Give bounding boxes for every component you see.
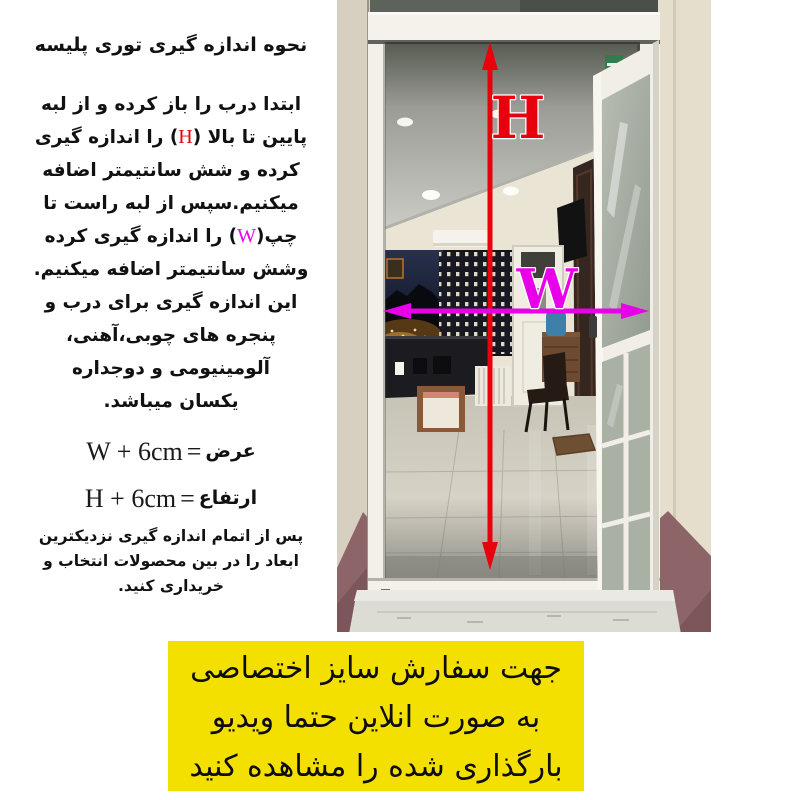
formula-width-expression: W + 6cm	[86, 436, 183, 466]
instructions-line: یکسان میباشد.	[103, 391, 239, 412]
instructions-line: پنجره های چوبی،آهنی،	[66, 325, 276, 346]
transom-reflection	[370, 0, 520, 14]
mug	[395, 362, 404, 375]
formula-width-label: عرض	[205, 439, 256, 462]
instructions-line-h	[12, 121, 330, 154]
note-line: ابعاد را در بین محصولات انتخاب و	[43, 552, 299, 570]
w-label: W	[516, 257, 578, 321]
purchase-note	[12, 524, 330, 599]
h-symbol-inline: H	[178, 126, 193, 148]
instructions-title: نحوه اندازه گیری توری پلیسه	[34, 34, 308, 56]
banner-line: جهت سفارش سایز اختصاصی	[190, 651, 562, 686]
instructions-line: ابتدا درب را باز کرده و از لبه	[40, 94, 302, 115]
radiator	[475, 366, 511, 406]
open-door-leaf	[589, 40, 659, 622]
instructions-line: آلومینیومی و دوجداره	[71, 358, 271, 379]
instructions-paragraph	[12, 88, 330, 418]
instructions-line: این اندازه گیری برای درب و	[44, 292, 298, 313]
equals-sign: =	[186, 436, 202, 466]
banner-line: بارگذاری شده را مشاهده کنید	[189, 749, 563, 784]
banner-line: به صورت انلاین حتما ویدیو	[211, 700, 541, 735]
line2-post: ) را اندازه گیری	[34, 127, 179, 148]
note-line: خریداری کنید.	[118, 577, 224, 595]
formula-height-label: ارتفاع	[198, 486, 258, 509]
line5-pre: چپ(	[256, 226, 298, 247]
formula-width	[12, 428, 330, 475]
equals-sign: =	[180, 483, 195, 513]
instructions-line: وشش سانتیمتر اضافه میکنیم.	[33, 259, 309, 280]
note-line: پس از اتمام اندازه گیری نزدیکترین	[38, 527, 304, 545]
w-symbol-inline: W	[237, 225, 257, 247]
instructions-line: میکنیم.سپس از لبه راست تا	[43, 193, 299, 214]
line2-pre: پایین تا بالا (	[192, 127, 308, 148]
door-handle	[589, 316, 597, 338]
door-measurement-photo	[337, 0, 711, 632]
formulas	[12, 428, 330, 522]
instructions-line: کرده و شش سانتیمتر اضافه	[42, 160, 300, 181]
marble-step	[349, 590, 681, 632]
formula-height	[12, 475, 330, 522]
h-label: H	[490, 84, 546, 152]
formula-height-expression: H + 6cm	[84, 483, 177, 513]
custom-size-banner	[168, 641, 584, 791]
instructions-line-w	[12, 220, 330, 253]
line5-post: ) را اندازه گیری کرده	[44, 226, 238, 247]
